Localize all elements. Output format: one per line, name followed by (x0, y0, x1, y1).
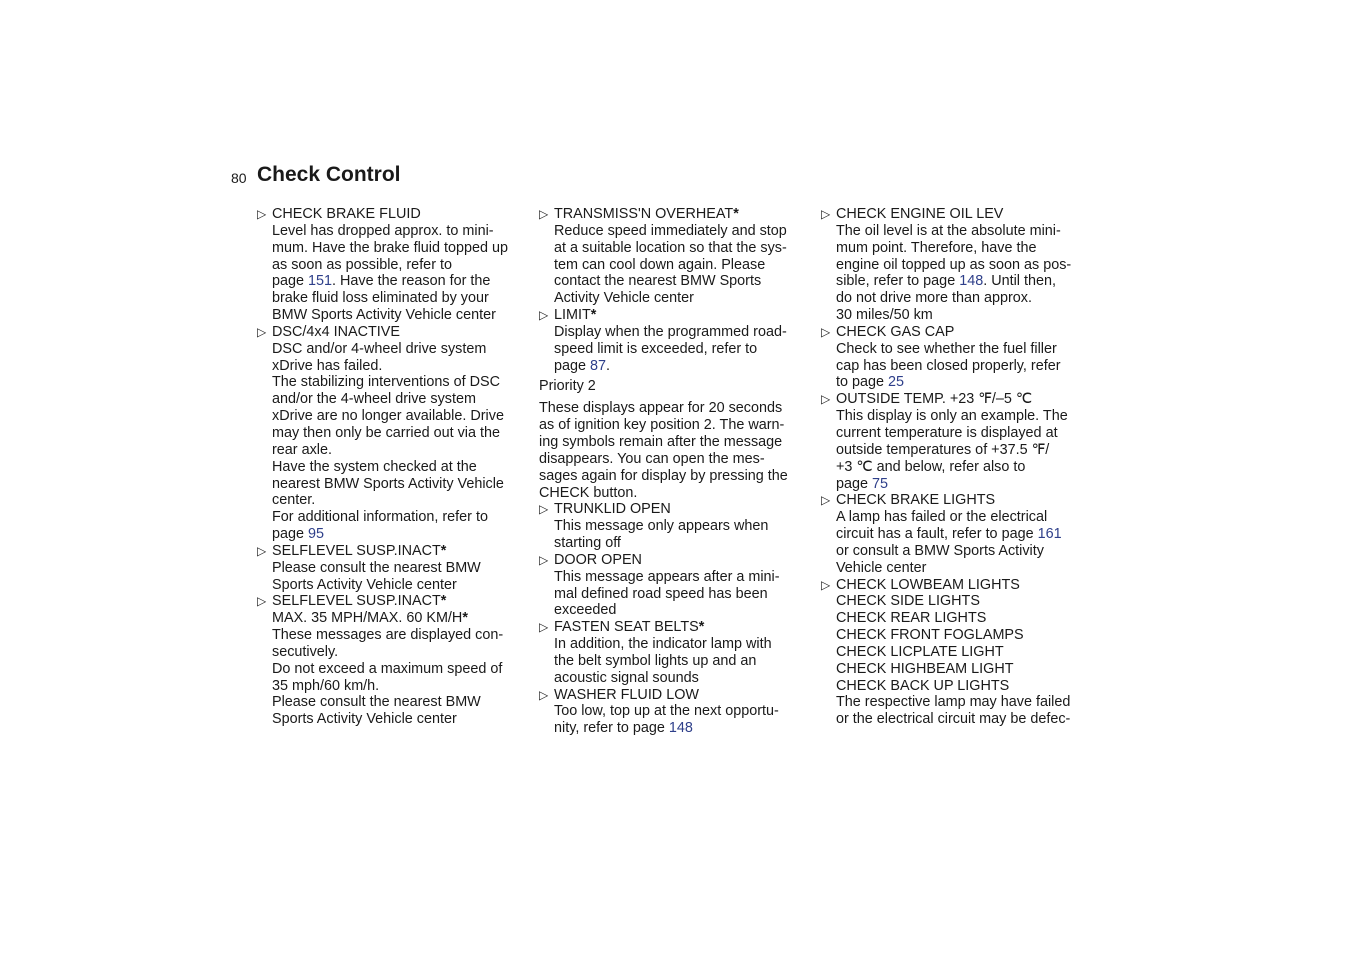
text-line (836, 610, 1091, 627)
text-line (539, 400, 809, 417)
line-text: WASHER FLUID LOW (554, 686, 699, 703)
text-line (836, 459, 1091, 476)
bullet-triangle-icon: ▷ (257, 207, 267, 221)
page-reference-link[interactable]: 148 (959, 273, 984, 290)
bullet-triangle-icon: ▷ (539, 687, 549, 702)
page-reference-link[interactable]: 161 (1037, 526, 1062, 543)
line-text: DOOR OPEN (554, 551, 642, 568)
message-heading (836, 577, 1091, 594)
line-text: mum point. Therefore, have the (836, 239, 1037, 256)
line-text: Too low, top up at the next opportu- (554, 703, 779, 720)
line-text: sible, refer to page (836, 273, 960, 290)
line-text: mum. Have the brake fluid topped up (272, 239, 508, 256)
message-entry (539, 619, 809, 686)
line-text: speed limit is exceeded, refer to (554, 340, 758, 357)
line-text: nearest BMW Sports Activity Vehicle (272, 475, 504, 492)
text-line (836, 678, 1091, 695)
text-line (272, 577, 527, 594)
text-line (554, 586, 809, 603)
message-entry (821, 492, 1091, 576)
line-text: Do not exceed a maximum speed of (272, 660, 503, 677)
line-text: or the electrical circuit may be defec- (836, 711, 1071, 728)
line-text: and/or the 4-wheel drive system (272, 391, 476, 408)
line-text: CHECK GAS CAP (836, 323, 955, 340)
text-line (272, 240, 527, 257)
line-text: Activity Vehicle center (554, 290, 694, 307)
text-line (836, 307, 1091, 324)
line-text: tem can cool down again. Please (554, 256, 766, 273)
text-line (836, 408, 1091, 425)
line-text: CHECK FRONT FOGLAMPS (836, 627, 1024, 644)
line-text: Level has dropped approx. to mini- (272, 222, 494, 239)
message-entry (257, 206, 527, 324)
line-text: Vehicle center (836, 559, 927, 576)
text-line (272, 459, 527, 476)
line-text: xDrive has failed. (272, 357, 383, 374)
message-heading (272, 593, 527, 610)
text-line (554, 240, 809, 257)
text-line (272, 610, 527, 627)
optional-equipment-asterisk: * (698, 619, 705, 636)
optional-equipment-asterisk: * (440, 542, 447, 559)
line-text: The respective lamp may have failed (836, 694, 1071, 711)
line-text: or consult a BMW Sports Activity (836, 542, 1044, 559)
line-text: DSC and/or 4-wheel drive system (272, 340, 487, 357)
text-line (554, 653, 809, 670)
message-entry (539, 501, 809, 552)
line-text: CHECK ENGINE OIL LEV (836, 206, 1004, 222)
message-entry (821, 324, 1091, 391)
bullet-triangle-icon: ▷ (539, 207, 549, 221)
message-heading (836, 206, 1091, 223)
message-entry (539, 687, 809, 738)
message-entry (821, 577, 1091, 729)
line-text: CHECK SIDE LIGHTS (836, 593, 980, 610)
line-text: nity, refer to page (554, 720, 669, 737)
text-line (272, 223, 527, 240)
paragraph (539, 400, 809, 501)
text-line (836, 627, 1091, 644)
line-text: exceeded (554, 602, 617, 619)
text-line (272, 661, 527, 678)
line-text: A lamp has failed or the electrical (836, 509, 1048, 526)
line-text: as of ignition key position 2. The warn- (539, 417, 785, 434)
line-text: This message only appears when (554, 518, 769, 535)
text-line (554, 290, 809, 307)
line-text: This display is only an example. The (836, 408, 1068, 425)
line-text: CHECK LICPLATE LIGHT (836, 643, 1004, 660)
line-text: starting off (554, 535, 621, 552)
line-text-after: . Until then, (983, 273, 1057, 290)
text-line (836, 711, 1091, 728)
line-text: page (272, 273, 309, 290)
text-line (554, 602, 809, 619)
line-text: In addition, the indicator lamp with (554, 636, 772, 653)
page-reference-link[interactable]: 87 (590, 357, 607, 374)
line-text: ing symbols remain after the message (539, 433, 783, 450)
text-line (539, 451, 809, 468)
line-text: CHECK BRAKE LIGHTS (836, 492, 996, 509)
message-heading (272, 324, 527, 341)
bullet-triangle-icon: ▷ (821, 392, 831, 407)
message-heading (554, 687, 809, 704)
text-line (554, 703, 809, 720)
text-line (272, 358, 527, 375)
line-text: outside temperatures of +37.5 ℉/ (836, 441, 1050, 458)
line-text: page (272, 526, 309, 543)
line-text: secutively. (272, 643, 339, 660)
line-text: OUTSIDE TEMP. +23 ℉/–5 ℃ (836, 391, 1033, 408)
page-reference-link[interactable]: 148 (668, 720, 693, 737)
line-text: Check to see whether the fuel filler (836, 340, 1057, 357)
line-text: brake fluid loss eliminated by your (272, 290, 489, 307)
text-line (272, 526, 527, 543)
text-line (554, 273, 809, 290)
page-reference-link[interactable]: 75 (872, 475, 889, 492)
line-text: CHECK BRAKE FLUID (272, 206, 421, 222)
text-line (836, 374, 1091, 391)
optional-equipment-asterisk: * (440, 593, 447, 610)
page-reference-link[interactable]: 95 (308, 526, 325, 543)
message-entry (539, 206, 809, 307)
optional-equipment-asterisk: * (590, 307, 597, 324)
line-text: For additional information, refer to (272, 509, 488, 526)
line-text: SELFLEVEL SUSP.INACT (272, 593, 441, 610)
message-heading (272, 543, 527, 560)
line-text: DSC/4x4 INACTIVE (272, 323, 400, 340)
page-reference-link[interactable]: 25 (888, 374, 905, 391)
line-text: Sports Activity Vehicle center (272, 711, 457, 728)
line-text: at a suitable location so that the sys- (554, 239, 787, 256)
bullet-triangle-icon: ▷ (539, 620, 549, 635)
line-text: do not drive more than approx. (836, 290, 1032, 307)
text-line (554, 257, 809, 274)
bullet-triangle-icon: ▷ (257, 543, 267, 558)
text-line (836, 290, 1091, 307)
text-line (836, 425, 1091, 442)
text-line (272, 307, 527, 324)
line-text: to page (836, 374, 889, 391)
text-line (272, 678, 527, 695)
text-line (554, 324, 809, 341)
text-line (836, 358, 1091, 375)
message-entry (821, 206, 1091, 324)
message-heading (554, 552, 809, 569)
text-line (539, 434, 809, 451)
text-line (272, 492, 527, 509)
page-title: Check Control (257, 163, 401, 186)
line-text: The stabilizing interventions of DSC (272, 374, 500, 391)
line-text: CHECK REAR LIGHTS (836, 610, 987, 627)
text-line (836, 644, 1091, 661)
line-text: Reduce speed immediately and stop (554, 222, 787, 239)
line-text: This message appears after a mini- (554, 568, 780, 585)
page-number: 80 (231, 170, 247, 186)
bullet-triangle-icon: ▷ (539, 308, 549, 323)
page-reference-link[interactable]: 151 (308, 273, 333, 290)
line-text: SELFLEVEL SUSP.INACT (272, 542, 441, 559)
message-heading (272, 206, 527, 223)
line-text: rear axle. (272, 441, 332, 458)
line-text: current temperature is displayed at (836, 424, 1058, 441)
line-text: TRUNKLID OPEN (554, 501, 671, 518)
text-line (836, 240, 1091, 257)
bullet-triangle-icon: ▷ (821, 577, 831, 592)
text-line (836, 661, 1091, 678)
text-line (836, 476, 1091, 493)
text-line (272, 694, 527, 711)
text-line (554, 535, 809, 552)
text-line (836, 593, 1091, 610)
message-heading (836, 391, 1091, 408)
text-line (272, 627, 527, 644)
line-text: center. (272, 492, 316, 509)
line-text: may then only be carried out via the (272, 424, 500, 441)
line-text: CHECK LOWBEAM LIGHTS (836, 576, 1020, 593)
message-entry (257, 543, 527, 594)
line-text: FASTEN SEAT BELTS (554, 619, 699, 636)
line-text: BMW Sports Activity Vehicle center (272, 307, 496, 324)
text-line (836, 509, 1091, 526)
message-heading (554, 501, 809, 518)
line-text: page (554, 357, 591, 374)
line-text: as soon as possible, refer to (272, 256, 452, 273)
text-line (272, 290, 527, 307)
line-text: LIMIT (554, 307, 591, 324)
line-text: CHECK BACK UP LIGHTS (836, 677, 1010, 694)
line-text: Please consult the nearest BMW (272, 559, 481, 576)
line-text: cap has been closed properly, refer (836, 357, 1061, 374)
message-entry (539, 307, 809, 374)
bullet-triangle-icon: ▷ (539, 502, 549, 517)
line-text: Please consult the nearest BMW (272, 694, 481, 711)
message-heading (554, 619, 809, 636)
text-line (272, 391, 527, 408)
bullet-triangle-icon: ▷ (539, 552, 549, 567)
line-text: circuit has a fault, refer to page (836, 526, 1038, 543)
text-line (836, 257, 1091, 274)
line-text: Sports Activity Vehicle center (272, 576, 457, 593)
line-text: Priority 2 (539, 378, 596, 395)
line-text: 30 miles/50 km (836, 307, 933, 324)
column-3 (821, 206, 1091, 728)
message-heading (554, 307, 809, 324)
line-text: mal defined road speed has been (554, 585, 768, 602)
text-line (272, 374, 527, 391)
message-entry (257, 593, 527, 728)
line-text: +3 ℃ and below, refer also to (836, 458, 1026, 475)
text-line (272, 509, 527, 526)
message-heading (836, 492, 1091, 509)
text-line (836, 543, 1091, 560)
message-heading (836, 324, 1091, 341)
text-line (554, 358, 809, 375)
column-2 (539, 206, 809, 737)
text-line (836, 442, 1091, 459)
bullet-triangle-icon: ▷ (821, 493, 831, 508)
text-line (272, 711, 527, 728)
text-line (836, 341, 1091, 358)
line-text: xDrive are no longer available. Drive (272, 408, 504, 425)
text-line (272, 476, 527, 493)
text-line (836, 273, 1091, 290)
bullet-triangle-icon: ▷ (257, 594, 267, 609)
bullet-triangle-icon: ▷ (821, 207, 831, 221)
text-line (272, 341, 527, 358)
text-line (836, 526, 1091, 543)
line-text: Have the system checked at the (272, 458, 477, 475)
line-text: 35 mph/60 km/h. (272, 677, 380, 694)
paragraph (539, 378, 809, 395)
text-line (539, 468, 809, 485)
line-text: engine oil topped up as soon as pos- (836, 256, 1072, 273)
text-line (554, 518, 809, 535)
line-text: Display when the programmed road- (554, 323, 787, 340)
message-entry (539, 552, 809, 619)
line-text: CHECK button. (539, 484, 638, 501)
text-line (836, 223, 1091, 240)
text-line (539, 378, 809, 395)
line-text-after: . (606, 357, 611, 374)
message-heading (554, 206, 809, 223)
line-text: page (836, 475, 873, 492)
text-line (539, 417, 809, 434)
bullet-triangle-icon: ▷ (821, 324, 831, 339)
text-line (272, 273, 527, 290)
text-line (836, 694, 1091, 711)
text-line (272, 442, 527, 459)
text-line (272, 408, 527, 425)
line-text: disappears. You can open the mes- (539, 450, 765, 467)
bullet-triangle-icon: ▷ (257, 324, 267, 339)
text-line (272, 644, 527, 661)
line-text: contact the nearest BMW Sports (554, 273, 762, 290)
text-line (836, 560, 1091, 577)
text-line (539, 485, 809, 502)
optional-equipment-asterisk: * (733, 206, 739, 222)
line-text: CHECK HIGHBEAM LIGHT (836, 660, 1014, 677)
text-line (272, 425, 527, 442)
message-entry (821, 391, 1091, 492)
text-line (554, 569, 809, 586)
line-text: the belt symbol lights up and an (554, 652, 757, 669)
message-entry (257, 324, 527, 543)
line-text: These messages are displayed con- (272, 627, 504, 644)
text-line (272, 560, 527, 577)
text-line (272, 257, 527, 274)
line-text: MAX. 35 MPH/MAX. 60 KM/H (272, 610, 463, 627)
text-line (554, 341, 809, 358)
text-line (554, 670, 809, 687)
text-line (554, 720, 809, 737)
text-line (554, 636, 809, 653)
line-text: TRANSMISS'N OVERHEAT (554, 206, 734, 222)
text-line (554, 223, 809, 240)
line-text: The oil level is at the absolute mini- (836, 222, 1061, 239)
column-1 (257, 206, 527, 728)
optional-equipment-asterisk: * (462, 610, 468, 627)
line-text: sages again for display by pressing the (539, 467, 788, 484)
line-text-after: . Have the reason for the (332, 273, 491, 290)
line-text: These displays appear for 20 seconds (539, 400, 783, 417)
line-text: acoustic signal sounds (554, 669, 699, 686)
